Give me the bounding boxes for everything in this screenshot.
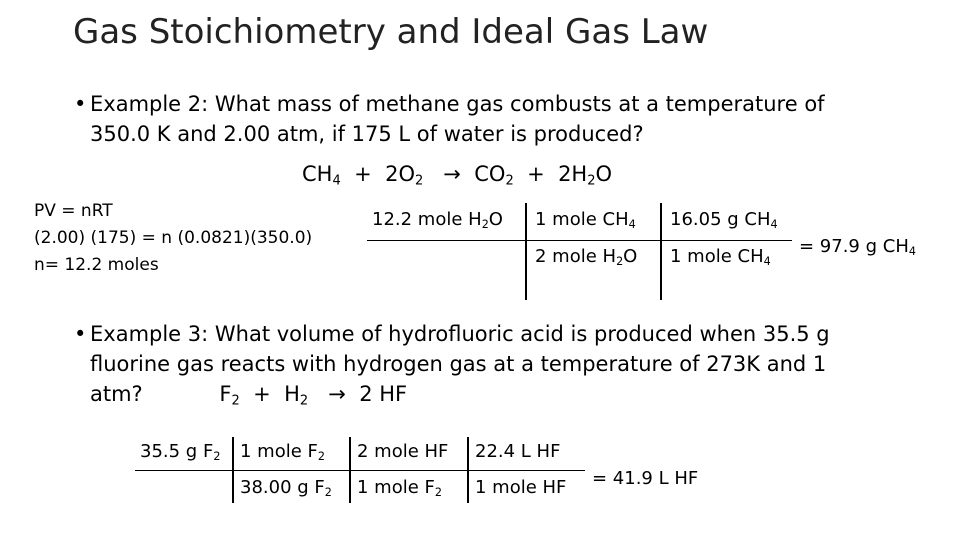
grid2-divider-vertical-1 [525,203,527,300]
pv-line-2: (2.00) (175) = n (0.0821)(350.0) [34,228,313,248]
product-co2: $CO_2$ [474,162,514,189]
plus-sign: + [354,162,372,186]
grid3-divider-horizontal [135,470,585,471]
grid3-divider-vertical-2 [349,437,351,503]
grid3-cell-c2-top: 1 mole $F_2$ [240,441,325,463]
plus-sign: + [527,162,545,186]
grid2-cell-c3-bottom: 1 mole $CH_4$ [670,246,771,268]
grid2-cell-c3-top: 16.05 g $CH_4$ [670,209,778,231]
bullet-icon: • [74,92,87,116]
grid3-cell-c4-bottom: 1 mole HF [475,477,567,498]
grid2-divider-horizontal [367,240,792,241]
grid2-result: = 97.9 g $CH_4$ [799,236,916,258]
plus-sign: + [253,382,271,406]
grid3-divider-vertical-1 [232,437,234,503]
arrow-icon: → [443,162,461,186]
example2-equation [302,162,613,189]
grid3-cell-c3-bottom: 1 mole $F_2$ [357,477,442,499]
reactant-oxygen: $2O_2$ [385,162,424,189]
example3-question-line3: atm? $F_2 + H_2$ → 2 HF [90,382,408,409]
example3-question-line1: Example 3: What volume of hydrofluoric acid is produced when 35.5 g [90,322,830,346]
grid3-divider-vertical-3 [467,437,469,503]
grid3-cell-c1-top: 35.5 g $F_2$ [140,441,221,463]
product-water: $2H_2O$ [558,162,613,189]
example3-question-line2: fluorine gas reacts with hydrogen gas at a temperature of 273K and 1 [90,352,827,376]
grid2-cell-c2-bottom: 2 mole $H_2O$ [535,246,638,268]
example3-question [74,319,830,409]
example3-equation: $F_2 + H_2$ → 2 HF [219,382,408,409]
bullet-icon: • [74,322,87,346]
grid2-cell-c1-top: 12.2 mole $H_2O$ [372,209,503,231]
ideal-gas-work [34,198,312,279]
arrow-icon: → [328,382,346,406]
pv-line-1: PV = nRT [34,201,113,221]
example2-question [74,89,825,149]
grid2-cell-c2-top: 1 mole $CH_4$ [535,209,636,231]
grid3-cell-c4-top: 22.4 L HF [475,441,561,462]
reactant-methane: $CH_4$ [302,162,341,189]
grid3-cell-c3-top: 2 mole HF [357,441,449,462]
grid3-cell-c2-bottom: 38.00 g $F_2$ [240,477,332,499]
pv-line-3: n= 12.2 moles [34,255,159,275]
grid3-result: = 41.9 L HF [592,468,699,489]
slide-title: Gas Stoichiometry and Ideal Gas Law [73,12,709,52]
example2-question-line2: 350.0 K and 2.00 atm, if 175 L of water is produced? [90,122,644,146]
grid2-divider-vertical-2 [660,203,662,300]
example2-question-line1: Example 2: What mass of methane gas combusts at a temperature of [90,92,825,116]
